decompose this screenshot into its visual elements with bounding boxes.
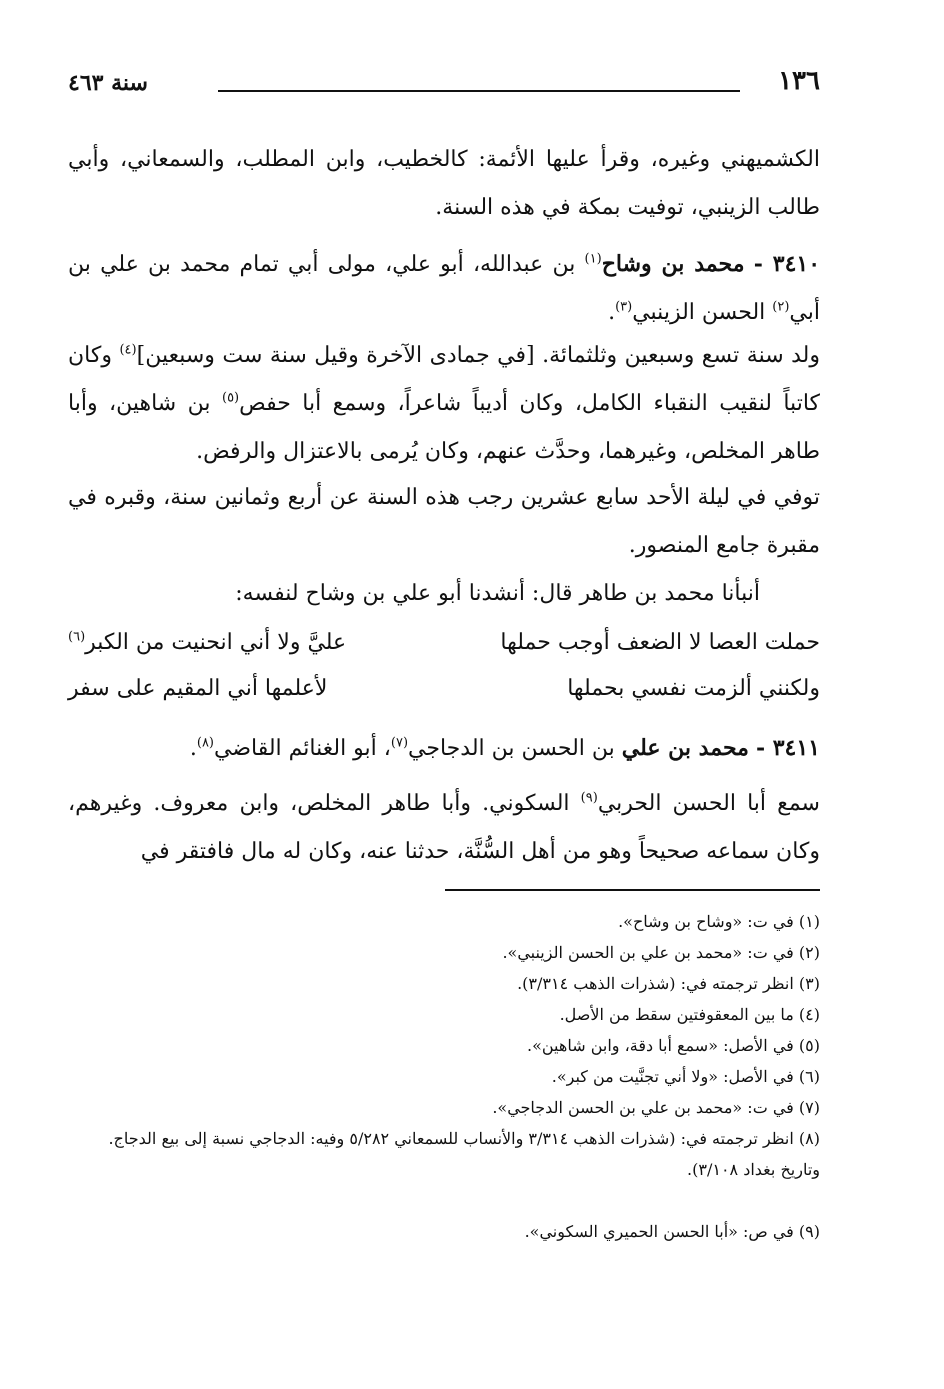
footnote-ref-7: (٧) bbox=[390, 735, 409, 751]
footnote-4: (٤) ما بين المعقوفتين سقط من الأصل. bbox=[559, 1005, 820, 1024]
entry-text: الحسن الزينبي bbox=[632, 300, 773, 325]
entry-text: بن الحسن بن الدجاجي bbox=[408, 736, 622, 761]
footnote-7: (٧) في ت: «محمد بن علي بن الحسن الدجاجي». bbox=[492, 1098, 820, 1117]
paragraph-1: الكشميهني وغيره، وقرأ عليها الأئمة: كالخطيب، وابن المطلب، والسمعاني، وأبي طالب الزينبي، توفيت بمكة في هذه السنة. bbox=[68, 147, 820, 220]
entry-3410 bbox=[68, 240, 820, 337]
entry-text: ، أبو الغنائم القاضي bbox=[214, 736, 391, 761]
paragraph-7 bbox=[68, 780, 820, 876]
header-rule bbox=[218, 90, 740, 92]
footnote-divider bbox=[445, 889, 820, 891]
entry-text: . bbox=[608, 300, 616, 325]
entry-text: بن عبدالله، أبو علي، مولى أبي تمام محمد بن علي بن أبي bbox=[68, 252, 820, 325]
verse-hemistich-2 bbox=[68, 630, 346, 655]
entry-3411 bbox=[68, 724, 820, 773]
entry-name: محمد بن علي bbox=[621, 735, 749, 761]
footnote-ref-5: (٥) bbox=[221, 390, 240, 406]
entry-name: محمد بن وشاح bbox=[601, 251, 745, 277]
footnote-ref-4: (٤) bbox=[119, 342, 137, 358]
entry-number: ٣٤١٠ - bbox=[753, 251, 821, 277]
paragraph-text: وكان كاتباً لنقيب النقباء الكامل، وكان أديباً شاعراً، وسمع أبا حفص bbox=[68, 343, 820, 416]
footnote-ref-6: (٦) bbox=[68, 629, 86, 645]
entry-number: ٣٤١١ - bbox=[755, 735, 820, 761]
paragraph-text: سمع أبا الحسن الحربي bbox=[597, 791, 820, 816]
footnote-6: (٦) في الأصل: «ولا أني تجنَّيت من كبر». bbox=[551, 1067, 820, 1086]
verse-line-1 bbox=[68, 630, 820, 676]
footnote-ref-8: (٨) bbox=[196, 735, 214, 751]
entry-text: . bbox=[189, 736, 197, 761]
footnote-1: (١) في ت: «وشاح بن وشاح». bbox=[618, 912, 820, 931]
paragraph-4: توفي في ليلة الأحد سابع عشرين رجب هذه السنة عن أربع وثمانين سنة، وقبره في مقبرة جامع المنصور. bbox=[68, 485, 820, 558]
verse-hemistich-1: ولكنني ألزمت نفسي بحملها bbox=[567, 676, 820, 701]
footnote-ref-9: (٩) bbox=[580, 790, 598, 806]
footnote-ref-3: (٣) bbox=[615, 299, 633, 315]
paragraph-text: السكوني. وأبا طاهر المخلص، وابن معروف. وغيرهم، وكان سماعه صحيحاً وهو من أهل السُّنَّة، حدثنا عنه، وكان له مال فافتقر في bbox=[68, 791, 820, 864]
paragraph-text: ولد سنة تسع وسبعين وثلثمائة. [في جمادى الآخرة وقيل سنة ست وسبعين] bbox=[136, 343, 821, 368]
verse-hemistich-text: عليَّ ولا أني انحنيت من الكبر bbox=[85, 630, 347, 655]
verse-line-2 bbox=[68, 676, 820, 722]
paragraph-text: بن شاهين، وأبا طاهر المخلص، وغيرهما، وحدَّث عنهم، وكان يُرمى بالاعتزال والرفض. bbox=[68, 391, 820, 464]
footnote-3: (٣) انظر ترجمته في: (شذرات الذهب ٣/٣١٤). bbox=[517, 974, 820, 993]
verse-hemistich-2: لأعلمها أني المقيم على سفر bbox=[68, 676, 328, 701]
page-number: ١٣٦ bbox=[778, 66, 820, 96]
footnote-ref-1: (١) bbox=[584, 251, 602, 267]
year-label: سنة ٤٦٣ bbox=[68, 70, 148, 96]
footnote-5: (٥) في الأصل: «سمع أبا دقة، وابن شاهين». bbox=[527, 1036, 820, 1055]
footnote-9: (٩) في ص: «أبا الحسن الحميري السكوني». bbox=[524, 1222, 820, 1241]
verse-hemistich-1: حملت العصا لا الضعف أوجب حملها bbox=[500, 630, 820, 655]
footnote-8: (٨) انظر ترجمته في: (شذرات الذهب ٣/٣١٤ والأنساب للسمعاني ٥/٢٨٢ وفيه: الدجاجي نسبة إلى بيع الدجاج. وتاريخ بغداد ٣/١٠٨). bbox=[108, 1129, 820, 1179]
paragraph-5: أنبأنا محمد بن طاهر قال: أنشدنا أبو علي بن وشاح لنفسه: bbox=[235, 581, 760, 606]
paragraph-3 bbox=[68, 332, 820, 476]
footnote-ref-2: (٢) bbox=[772, 299, 790, 315]
footnote-2: (٢) في ت: «محمد بن علي بن الحسن الزينبي». bbox=[502, 943, 820, 962]
page-header bbox=[68, 66, 820, 106]
